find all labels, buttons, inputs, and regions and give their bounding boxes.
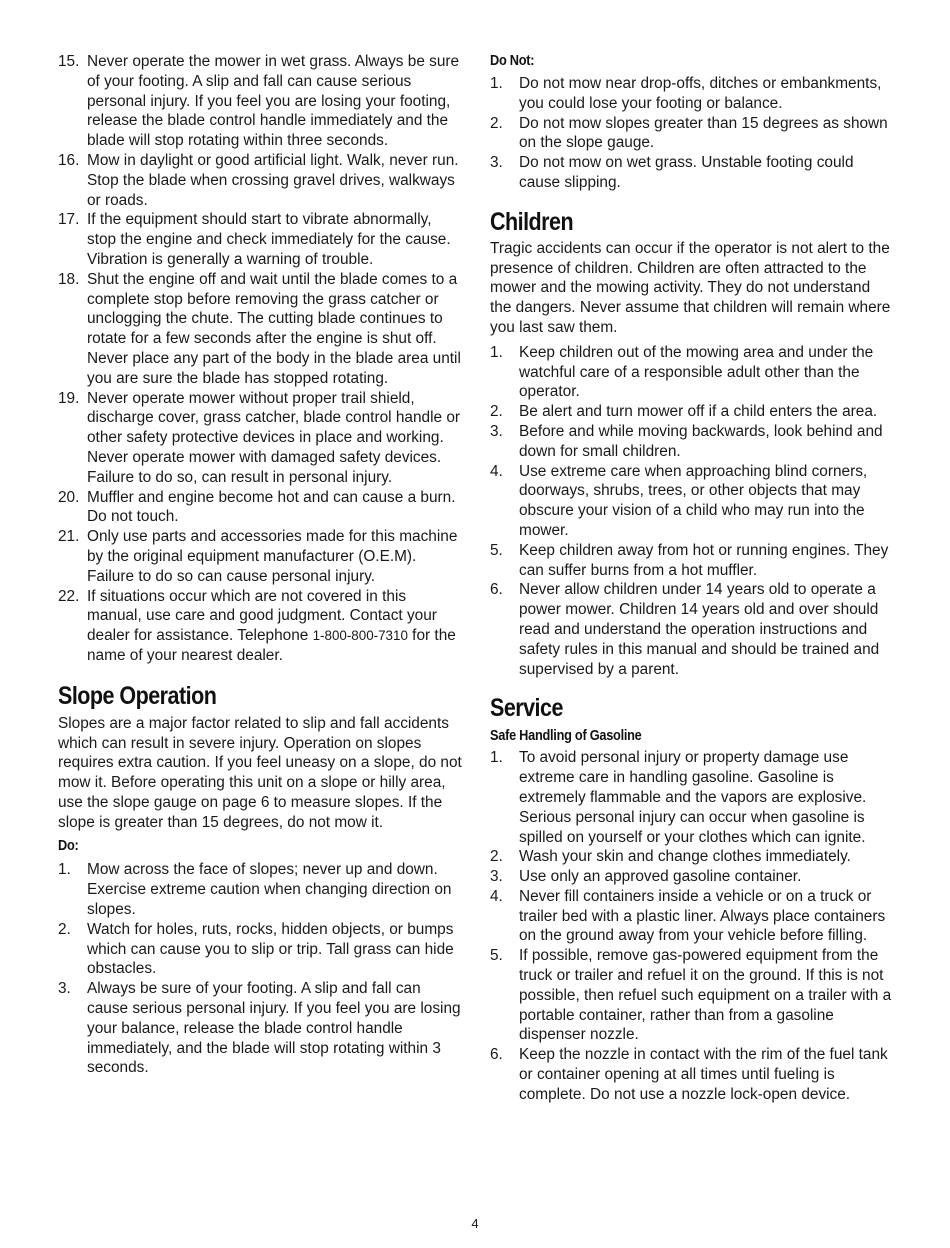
list-item (490, 887, 892, 946)
item-text: Never allow children under 14 years old to operate a power mower. Children 14 years old and over should read and understand the operation instructions and safety rules in this manual and should be trained and supervised by a parent. (519, 581, 880, 678)
item-text: Do not mow on wet grass. Unstable footing could cause slipping. (519, 154, 854, 191)
do-not-heading: Do Not: (490, 53, 535, 69)
list-item (58, 979, 462, 1078)
item-text: Watch for holes, ruts, rocks, hidden objects, or bumps which can cause you to slip or trip. Tall grass can hide obstacles. (87, 920, 454, 978)
list-item (490, 541, 892, 581)
list-item (490, 343, 892, 402)
children-list (490, 343, 892, 680)
page-number: 4 (471, 1216, 479, 1231)
do-heading: Do: (58, 838, 79, 855)
item-number: 4. (490, 887, 503, 905)
right-column (490, 52, 892, 1105)
list-item (58, 210, 462, 269)
left-column (58, 52, 462, 1078)
item-text: Use only an approved gasoline container. (519, 868, 802, 886)
item-text: Never operate mower without proper trail shield, discharge cover, grass catcher, blade control handle or other safety protective devices in place and working. Never operate mower with damaged safety devices. Failure to do so, can result in personal injury. (87, 389, 461, 486)
item-number: 4. (490, 462, 503, 480)
item-text: If situations occur which are not covered in this manual, use care and good judgment. Contact your dealer for assistance. Telephone (87, 587, 437, 645)
item-number: 22. (58, 587, 80, 605)
item-number: 20. (58, 488, 80, 506)
list-item (490, 1045, 892, 1104)
item-number: 21. (58, 528, 80, 546)
list-item (58, 270, 462, 389)
item-number: 3. (58, 980, 71, 998)
item-text: Always be sure of your footing. A slip and fall can cause serious personal injury. If you feel you are losing your balance, release the blade control handle immediately, and the blade will stop rotating within 3 seconds. (87, 980, 461, 1077)
list-item (58, 920, 462, 979)
item-text: Only use parts and accessories made for this machine by the original equipment manufacturer (O.E.M). Failure to do so can cause personal injury. (87, 528, 458, 585)
item-text: Do not mow slopes greater than 15 degrees as shown on the slope gauge. (519, 114, 888, 152)
slope-intro-paragraph: Slopes are a major factor related to slip and fall accidents which can result in severe injury. Operation on slopes requires extra caution. If you feel uneasy on a slope, do not mow it. Before operating this unit on a slope or hilly area, use the slope gauge on page 6 to measure slopes. If the slope is greater than 15 degrees, do not mow it. (58, 714, 462, 831)
list-item (490, 153, 892, 193)
item-number: 5. (490, 541, 503, 559)
item-text: Never fill containers inside a vehicle or on a truck or trailer bed with a plastic liner. Always place containers on the ground away from your vehicle before filling. (519, 887, 886, 945)
item-number: 1. (58, 861, 71, 879)
section-title-slope-operation: Slope Operation (58, 681, 217, 710)
list-item (490, 114, 892, 154)
item-text: Shut the engine off and wait until the blade comes to a complete stop before removing the grass catcher or unclogging the chute. The cutting blade continues to rotate for a few seconds after the engine is shut off. Never place any part of the body in the blade area until you are sure the blade has stopped rotating. (87, 270, 461, 387)
gasoline-list (490, 748, 892, 1104)
item-text: If possible, remove gas-powered equipment from the truck or trailer and refuel it on the ground. If this is not possible, then refuel such equipment on a trailer with a portable container, rather than from a gasoline dispenser nozzle. (519, 947, 892, 1044)
list-item (490, 867, 892, 887)
item-number: 19. (58, 389, 80, 407)
item-text: Never operate the mower in wet grass. Always be sure of your footing. A slip and fall can cause serious personal injury. If you feel you are losing your footing, release the blade control handle immediately and the blade will stop rotating within three seconds. (87, 53, 460, 150)
item-text: To avoid personal injury or property damage use extreme care in handling gasoline. Gasoline is extremely flammable and the vapors are explosive. Serious personal injury can occur when gasoline is spilled on yourself or your clothes which can ignite. (519, 749, 867, 846)
list-item (490, 402, 892, 422)
item-number: 3. (490, 868, 503, 886)
list-item (490, 74, 892, 114)
safety-rules-list (58, 52, 462, 666)
item-number: 18. (58, 270, 80, 288)
item-text: Mow in daylight or good artificial light. Walk, never run. Stop the blade when crossing gravel drives, walkways or roads. (87, 151, 459, 209)
item-number: 2. (490, 114, 503, 132)
item-number: 16. (58, 151, 80, 169)
list-item (58, 488, 462, 528)
item-text: Keep the nozzle in contact with the rim of the fuel tank or container opening at all times until fueling is complete. Do not use a nozzle lock-open device. (519, 1046, 888, 1103)
item-text: Wash your skin and change clothes immediately. (519, 848, 851, 866)
children-intro-paragraph: Tragic accidents can occur if the operator is not alert to the presence of children. Children are often attracted to the mower and the mowing activity. They do not understand the dangers. Never assume that children will remain where you last saw them. (490, 239, 891, 336)
item-number: 1. (490, 75, 503, 92)
list-item (58, 860, 462, 919)
item-text: Keep children away from hot or running engines. They can suffer burns from a hot muffler. (519, 541, 889, 579)
list-item (58, 389, 462, 488)
list-item (490, 748, 892, 847)
section-title-service: Service (490, 694, 563, 723)
item-number: 15. (58, 53, 80, 70)
item-number: 2. (490, 403, 503, 421)
item-text: Do not mow near drop-offs, ditches or embankments, you could lose your footing or balance. (519, 75, 882, 112)
item-text: Muffler and engine become hot and can cause a burn. Do not touch. (87, 488, 456, 526)
list-item (490, 422, 892, 462)
section-title-children: Children (490, 207, 574, 236)
item-number: 3. (490, 154, 503, 172)
item-text: Be alert and turn mower off if a child enters the area. (519, 403, 878, 421)
item-text: for the name of your nearest dealer. (87, 627, 456, 664)
list-item (490, 847, 892, 867)
item-number: 2. (58, 920, 71, 938)
item-number: 6. (490, 581, 503, 599)
item-number: 3. (490, 422, 503, 440)
item-text: Before and while moving backwards, look behind and down for small children. (519, 422, 883, 460)
do-list (58, 860, 462, 1078)
item-number: 2. (490, 848, 503, 866)
item-text: Mow across the face of slopes; never up and down. Exercise extreme caution when changing direction on slopes. (87, 861, 452, 919)
list-item (58, 527, 462, 586)
item-text: If the equipment should start to vibrate abnormally, stop the engine and check immediately for the cause. Vibration is generally a warning of trouble. (87, 211, 451, 268)
list-item (58, 587, 462, 666)
item-number: 17. (58, 211, 80, 229)
item-text: Keep children out of the mowing area and under the watchful care of a responsible adult other than the operator. (519, 343, 874, 401)
item-text: Use extreme care when approaching blind corners, doorways, shrubs, trees, or other objects that may obscure your vision of a child who may run into the mower. (519, 462, 868, 539)
list-item (490, 946, 892, 1045)
list-item (490, 580, 892, 679)
list-item (490, 462, 892, 541)
dealer-phone-number: 1-800-800-7310 (312, 628, 408, 644)
safe-handling-gasoline-heading: Safe Handling of Gasoline (490, 728, 642, 745)
item-number: 6. (490, 1046, 503, 1064)
list-item (58, 52, 462, 151)
item-number: 1. (490, 749, 503, 767)
do-not-list (490, 74, 892, 193)
list-item (58, 151, 462, 210)
item-number: 1. (490, 343, 503, 361)
item-number: 5. (490, 947, 503, 965)
